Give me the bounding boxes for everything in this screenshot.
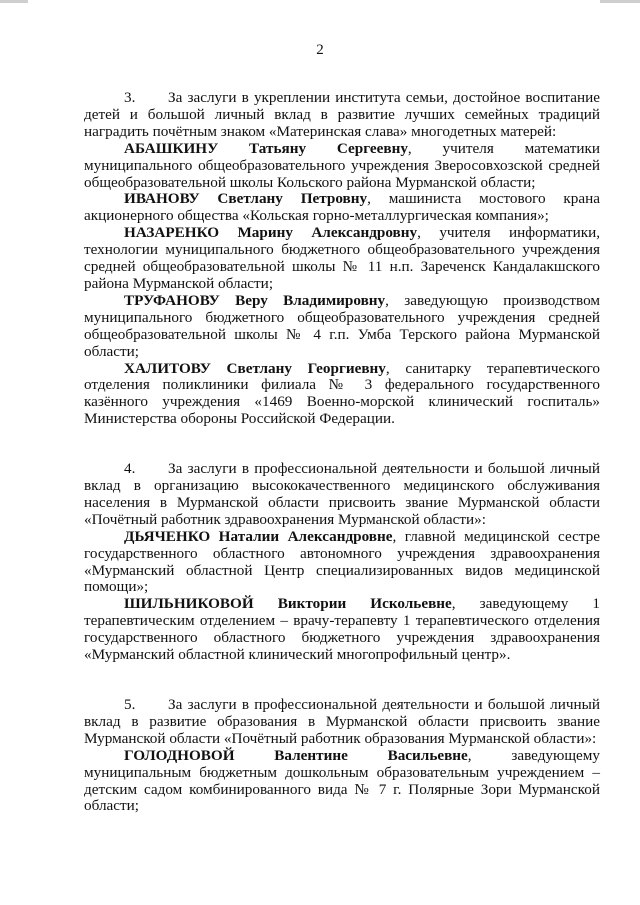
award-entry [84, 361, 600, 429]
recipient-name: ДЬЯЧЕНКО Наталии Александровне [124, 527, 393, 545]
award-entry [84, 141, 600, 192]
award-entry [84, 748, 600, 816]
recipient-name: ИВАНОВУ Светлану Петровну [124, 190, 368, 208]
recipient-description: , машиниста мостового крана акционерного общества «Кольская горно-металлургическая компания»; [84, 190, 600, 225]
award-entry [84, 225, 600, 293]
section-5-intro: 5. За заслуги в профессиональной деятельности и большой личный вклад в развитие образования в Мурманской области присвоить звание Мурманской области «Почётный работник образования Мурманской области»: [84, 696, 600, 747]
section-number: 4. [124, 460, 136, 478]
recipient-name: ШИЛЬНИКОВОЙ Виктории Искольевне [124, 595, 452, 613]
section-number: 5. [124, 696, 136, 713]
document-body [84, 90, 600, 815]
award-entry [84, 529, 600, 597]
section-number: 3. [124, 89, 136, 106]
section-3-intro: 3. За заслуги в укреплении института семьи, достойное воспитание детей и большой личный вклад в развитие лучших семейных традиций наградить почётным знаком «Материнская слава» многодетных матерей: [84, 89, 600, 140]
recipient-name: НАЗАРЕНКО Марину Александровну [124, 224, 418, 242]
recipient-name: ХАЛИТОВУ Светлану Георгиевну [124, 359, 386, 377]
recipient-description: , учителя математики муниципального общеобразовательного учреждения Зверосовхозской средней общеобразовательной школы Кольского района Мурманской области; [84, 139, 600, 191]
award-entry [84, 293, 600, 361]
scan-edge-right [600, 0, 640, 3]
recipient-description: , заведующему 1 терапевтическим отделением – врачу-терапевту 1 терапевтического отделения государственного областного бюджетного учреждения здравоохранения «Мурманский областной клинический многопрофильный центр». [84, 595, 600, 664]
section-4-intro: 4. За заслуги в профессиональной деятельности и большой личный вклад в организацию высококачественного медицинского обслуживания населения в Мурманской области присвоить звание Мурманской области «Почётный работник здравоохранения Мурманской области»: [84, 460, 600, 528]
award-entry [84, 596, 600, 664]
recipient-description: , учителя информатики, технологии муниципального бюджетного общеобразовательного учреждения средней общеобразовательной школы № 11 н.п. Зареченск Кандалакшского района Мурманской области; [84, 224, 600, 292]
scan-edge-left [0, 0, 28, 3]
recipient-description: , главной медицинской сестре государственного областного автономного учреждения здравоохранения «Мурманский областной Центр специализированных видов медицинской помощи»; [84, 527, 600, 596]
recipient-name: АБАШКИНУ Татьяну Сергеевну [124, 139, 408, 157]
recipient-description: , заведующую производством муниципального бюджетного общеобразовательного учреждения средней общеобразовательной школы № 4 г.п. Умба Терского района Мурманской области; [84, 291, 600, 360]
recipient-description: , заведующему муниципальным бюджетным дошкольным образовательным учреждением – детским садом комбинированного вида № 7 г. Полярные Зори Мурманской области; [84, 746, 600, 815]
recipient-description: , санитарку терапевтического отделения поликлиники филиала № 3 федерального государственного казённого учреждения «1469 Военно-морской клинический госпиталь» Министерства обороны Российской Федерации. [84, 359, 600, 428]
recipient-name: ГОЛОДНОВОЙ Валентине Васильевне [124, 746, 468, 764]
recipient-name: ТРУФАНОВУ Веру Владимировну [124, 291, 386, 309]
page-number: 2 [316, 42, 324, 58]
award-entry [84, 191, 600, 225]
